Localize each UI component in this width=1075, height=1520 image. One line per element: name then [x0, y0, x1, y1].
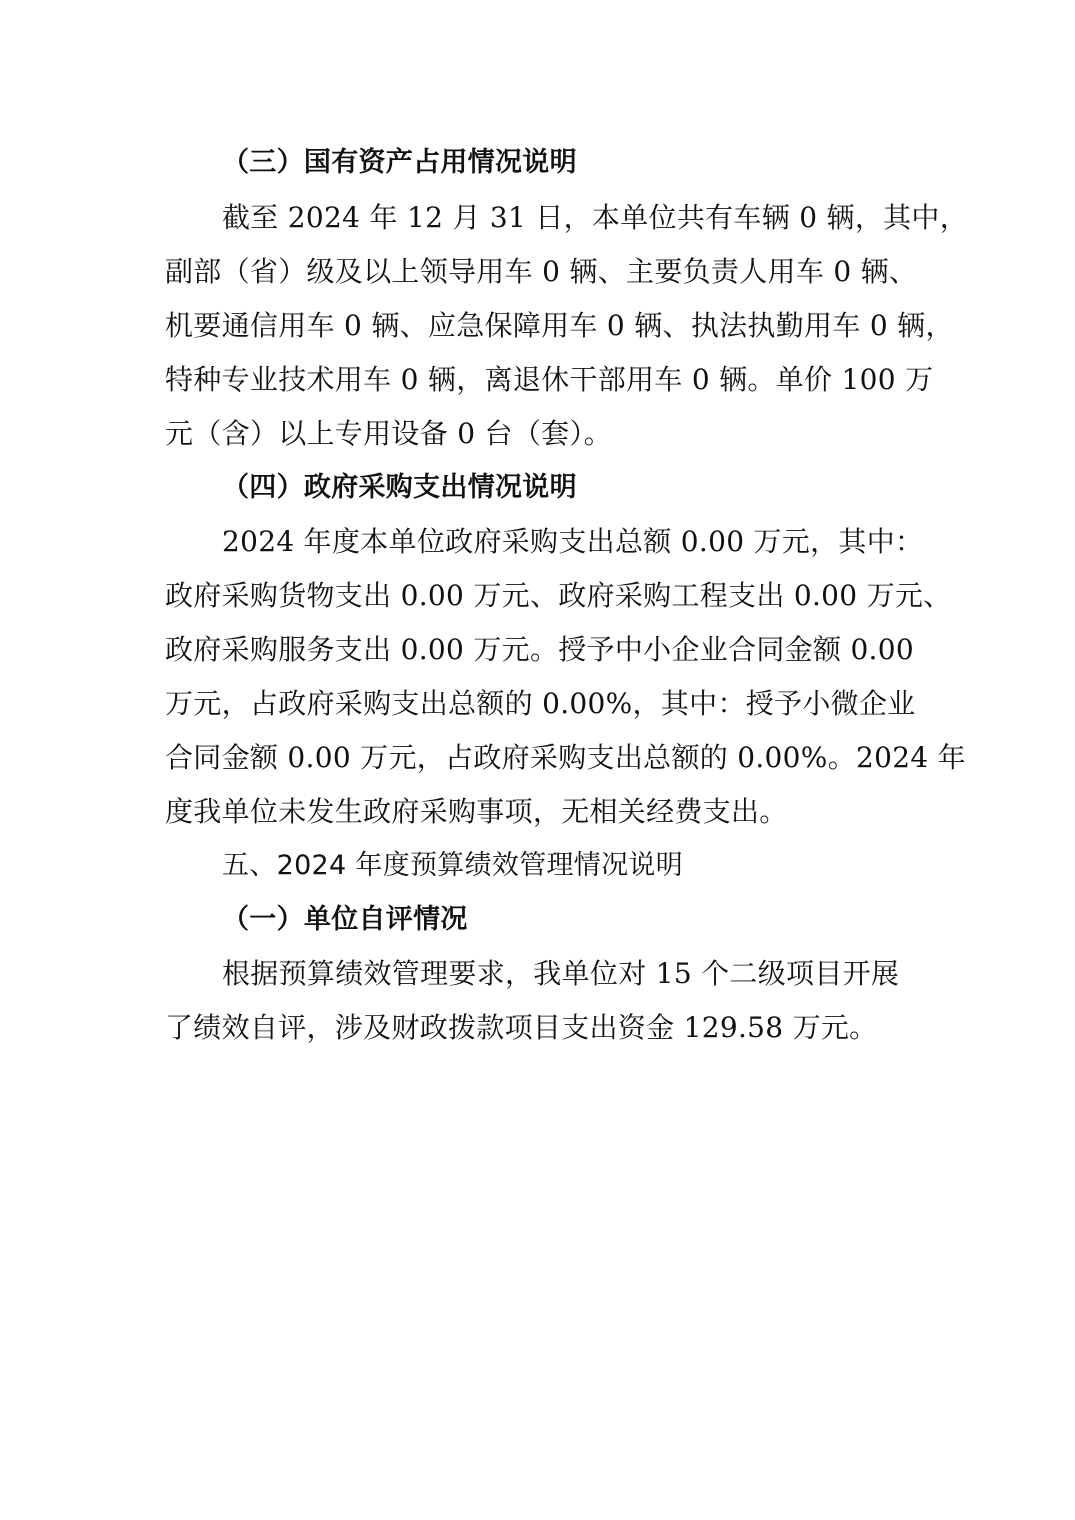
paragraph-line: 机要通信用车 0 辆、应急保障用车 0 辆、执法执勤用车 0 辆，: [165, 309, 954, 342]
paragraph-line: 截至 2024 年 12 月 31 日，本单位共有车辆 0 辆，其中，: [222, 201, 969, 234]
paragraph-line: 万元，占政府采购支出总额的 0.00%，其中：授予小微企业: [165, 687, 916, 720]
paragraph-line: 根据预算绩效管理要求，我单位对 15 个二级项目开展: [222, 957, 900, 990]
section-heading-assets: （三）国有资产占用情况说明: [222, 147, 577, 178]
paragraph-line: 了绩效自评，涉及财政拨款项目支出资金 129.58 万元。: [165, 1011, 878, 1044]
paragraph-line: 度我单位未发生政府采购事项，无相关经费支出。: [165, 795, 788, 828]
paragraph-line: 政府采购服务支出 0.00 万元。授予中小企业合同金额 0.00: [165, 633, 914, 666]
paragraph-line: 特种专业技术用车 0 辆，离退休干部用车 0 辆。单价 100 万: [165, 363, 934, 396]
section-heading-procurement: （四）政府采购支出情况说明: [222, 472, 577, 503]
paragraph-line: 元（含）以上专用设备 0 台（套）。: [165, 417, 613, 450]
paragraph-line: 2024 年度本单位政府采购支出总额 0.00 万元，其中：: [222, 525, 924, 558]
paragraph-line: 副部（省）级及以上领导用车 0 辆、主要负责人用车 0 辆、: [165, 255, 918, 288]
part-title-performance: 五、2024 年度预算绩效管理情况说明: [222, 850, 683, 881]
paragraph-line: 政府采购货物支出 0.00 万元、政府采购工程支出 0.00 万元、: [165, 579, 952, 612]
section-heading-self-evaluation: （一）单位自评情况: [222, 904, 468, 935]
paragraph-line: 合同金额 0.00 万元，占政府采购支出总额的 0.00%。2024 年: [165, 741, 966, 774]
